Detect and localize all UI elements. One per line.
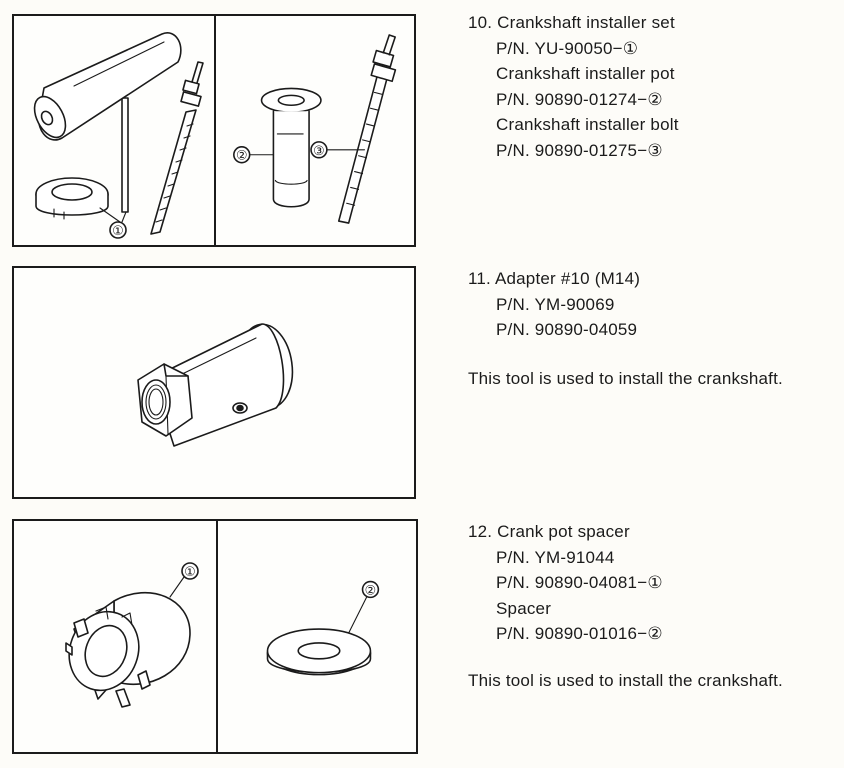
callout-3-label: ③ <box>313 143 325 159</box>
item-10-subpart-number: P/N. 90890-01275−③ <box>496 140 663 160</box>
callout-1-label: ① <box>184 565 196 580</box>
item-10-panel-left <box>14 16 214 245</box>
callout-1-label: ① <box>112 224 124 239</box>
item-10-panel-right <box>214 16 414 245</box>
item-12-illustration-frame <box>12 519 418 754</box>
item-10-subpart-name: Crankshaft installer bolt <box>496 115 679 135</box>
item-12-subpart-name: Spacer <box>496 598 552 618</box>
item-11-usage-note: This tool is used to install the crankshaft. <box>468 369 783 388</box>
item-12-usage-note: This tool is used to install the crankshaft. <box>468 671 783 690</box>
adapter-illustration <box>14 268 414 497</box>
item-11-part-number: P/N. YM-90069 <box>496 294 615 314</box>
item-12-panel-left <box>14 521 216 752</box>
callout-2-label: ② <box>364 583 377 599</box>
item-12-description <box>468 519 663 647</box>
item-12-part-number: P/N. YM-91044 <box>496 547 615 567</box>
item-12-panel-right <box>216 521 416 752</box>
installer-set-illustration <box>14 16 214 245</box>
item-12-part-number: P/N. 90890-04081−① <box>496 573 663 593</box>
item-10-illustration-frame <box>12 14 416 247</box>
item-10-description <box>468 10 679 164</box>
item-11-description <box>468 266 640 343</box>
item-10-part-number: P/N. YU-90050−① <box>496 38 639 58</box>
item-11-illustration-frame <box>12 266 416 499</box>
item-11-part-number: P/N. 90890-04059 <box>496 320 638 340</box>
item-12-subpart-number: P/N. 90890-01016−② <box>496 624 663 644</box>
spacer-washer-illustration <box>218 521 416 752</box>
item-12-title: 12. Crank pot spacer <box>468 522 630 541</box>
item-10-title: 10. Crankshaft installer set <box>468 13 675 32</box>
installer-pot-and-bolt-illustration <box>216 16 414 245</box>
item-10-subpart-name: Crankshaft installer pot <box>496 64 675 84</box>
item-10-subpart-number: P/N. 90890-01274−② <box>496 89 663 109</box>
crank-pot-spacer-illustration <box>14 521 216 752</box>
callout-2-label: ② <box>235 148 248 164</box>
item-11-title: 11. Adapter #10 (M14) <box>468 269 641 288</box>
